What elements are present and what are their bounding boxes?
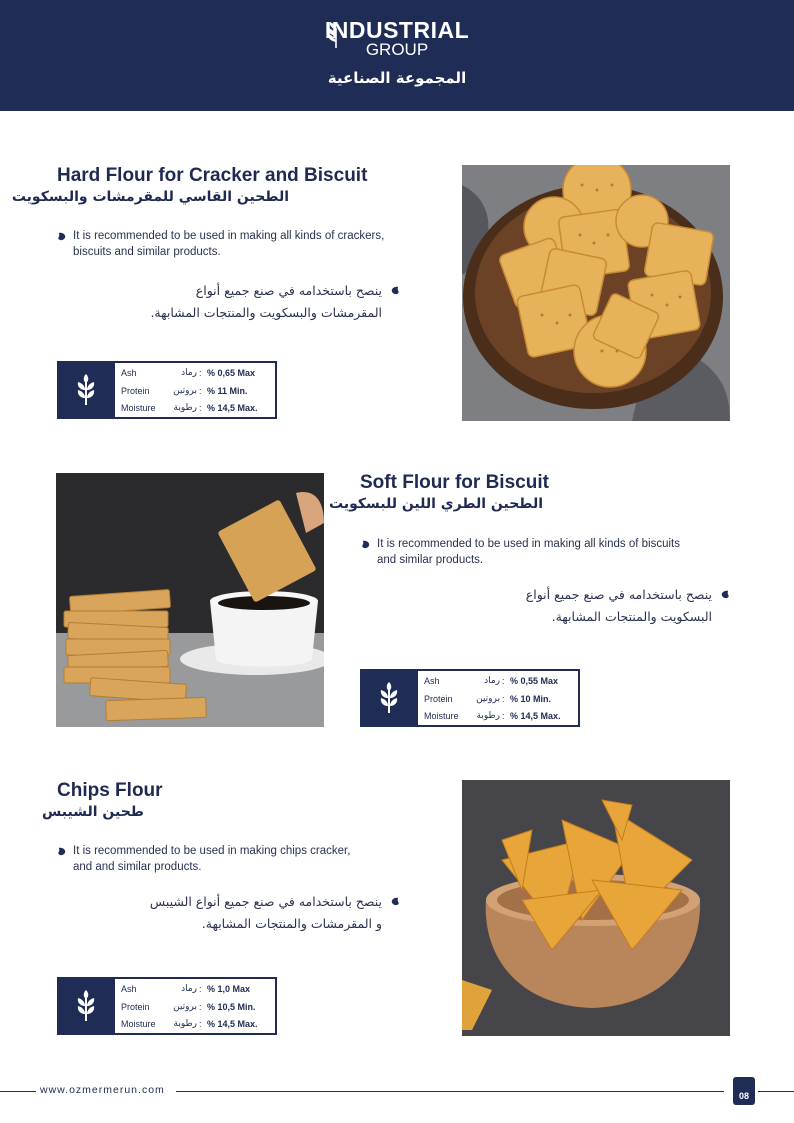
company-logo [0, 18, 794, 87]
bullet-icon [721, 590, 730, 599]
spec-row-ash: Ash رماد : % 0,55 Max [424, 676, 559, 686]
product-2-desc-ar: ينصح باستخدامه في صنع جميع أنواع البسكويت والمنتجات المشابهة. [460, 584, 730, 628]
product-1-spec-box [57, 361, 277, 419]
header-banner [0, 0, 794, 111]
product-3-title-en: Chips Flour [57, 780, 163, 801]
wheat-icon [57, 361, 115, 419]
product-1-title-ar: الطحين القاسي للمقرمشات والبسكويت [11, 189, 289, 205]
logo-arabic-name: المجموعة الصناعية [327, 69, 467, 87]
product-3-spec-box [57, 977, 277, 1035]
website-link[interactable]: www.ozmermerun.com [40, 1084, 165, 1096]
logo-line-group: GROUP [365, 40, 429, 59]
product-3-title-ar: طحين الشيبس [42, 804, 144, 820]
spec-table [115, 361, 277, 419]
spec-row-protein: Protein بروتين : % 10,5 Min. [121, 1001, 256, 1012]
spec-row-protein: Protein بروتين : % 10 Min. [424, 693, 552, 704]
biscuits-tea-photo [56, 473, 324, 727]
wheat-icon [57, 977, 115, 1035]
spec-row-ash: Ash رماد : % 0,65 Max [121, 368, 256, 378]
product-3-desc-en: It is recommended to be used in making chips cracker, and and similar products. [57, 843, 357, 875]
logo-line-industrial: INDUSTRIAL [324, 17, 470, 43]
page-number-badge: 08 [733, 1077, 755, 1105]
product-2-desc-en: It is recommended to be used in making all kinds of biscuits and similar products. [361, 536, 691, 568]
footer-divider-left [0, 1091, 36, 1092]
product-3-desc-ar: ينصح باستخدامه في صنع جميع أنواع الشيبس و المقرمشات والمنتجات المشابهة. [120, 891, 400, 935]
bullet-icon [361, 540, 370, 549]
spec-table [418, 669, 580, 727]
footer-divider [176, 1091, 724, 1092]
wheat-icon [360, 669, 418, 727]
spec-row-protein: Protein بروتين : % 11 Min. [121, 385, 248, 396]
spec-row-moisture: Moisture رطوبة : % 14,5 Max. [121, 1019, 258, 1029]
product-1-title-en: Hard Flour for Cracker and Biscuit [57, 165, 368, 186]
product-2-title-ar: الطحين الطري اللين للبسكويت [329, 496, 543, 512]
bullet-icon [391, 897, 400, 906]
product-1-desc-ar: ينصح باستخدامه في صنع جميع أنواع المقرمشات والبسكويت والمنتجات المشابهة. [140, 280, 400, 324]
chips-bowl-photo [462, 780, 730, 1036]
crackers-bowl-photo [462, 165, 730, 421]
spec-table [115, 977, 277, 1035]
product-2-spec-box [360, 669, 580, 727]
spec-row-moisture: Moisture رطوبة : % 14,5 Max. [121, 403, 258, 413]
bullet-icon [57, 847, 66, 856]
product-1-desc-en: It is recommended to be used in making all kinds of crackers, biscuits and similar products. [57, 228, 387, 260]
footer-divider-right [758, 1091, 794, 1092]
spec-row-moisture: Moisture رطوبة : % 14,5 Max. [424, 711, 561, 721]
bullet-icon [391, 286, 400, 295]
product-2-title-en: Soft Flour for Biscuit [360, 472, 549, 493]
bullet-icon [57, 232, 66, 241]
spec-row-ash: Ash رماد : % 1,0 Max [121, 984, 251, 994]
